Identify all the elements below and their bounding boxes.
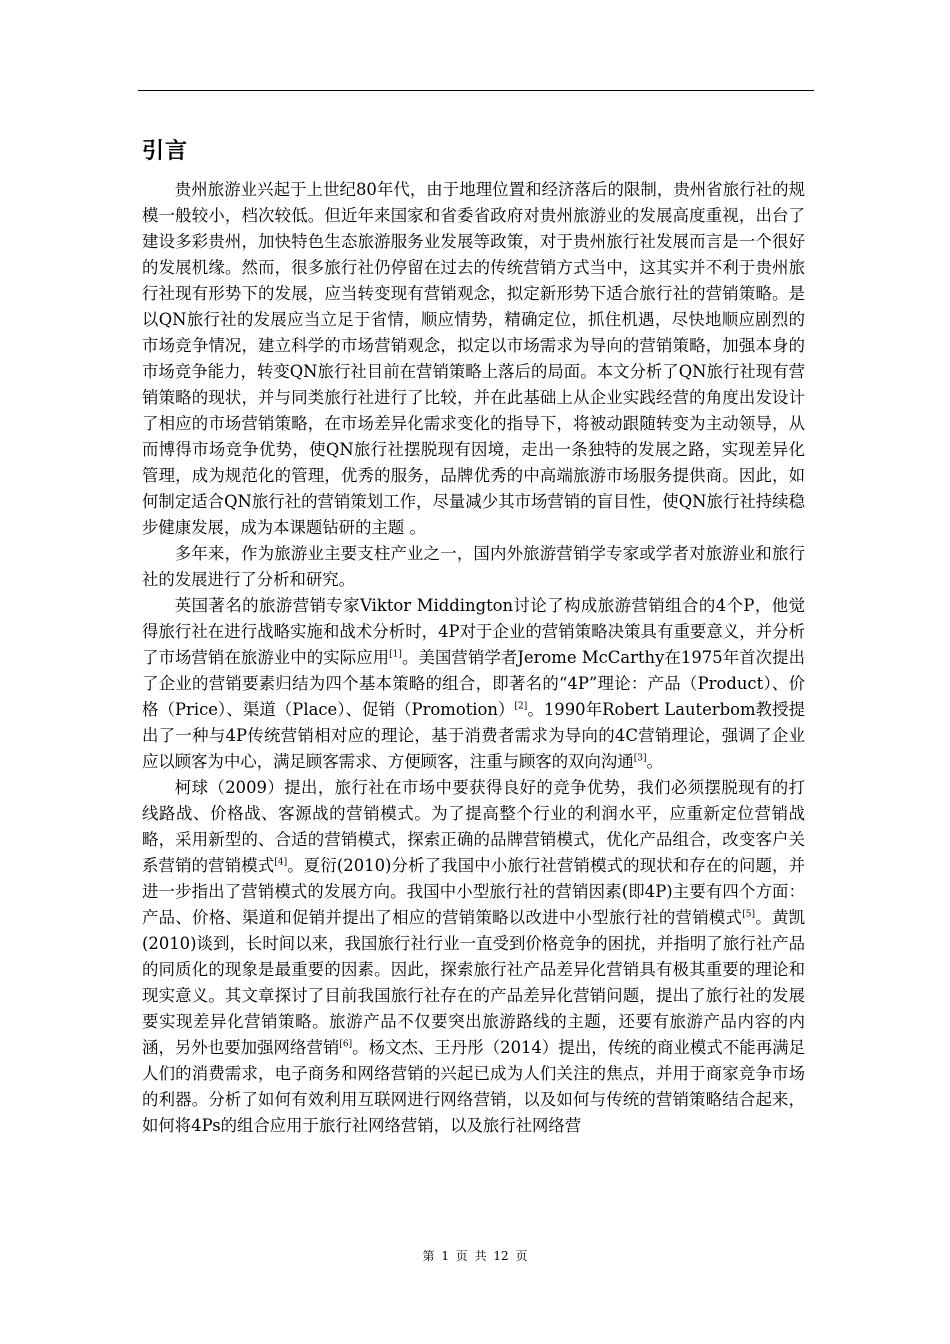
paragraph-3: [142, 593, 805, 775]
paragraph-text: 。美国营销学者Jerome McCarthy在1975年首次提出了企业的营销要素归结为四个基本策略的组合，即著名的“4P”理论：产品（Product）、价格（Price）、渠道（Place）、促销（Promotion）: [142, 648, 806, 719]
paragraph-text: 。杨文杰、王丹彤（2014）提出，传统的商业模式不能再满足人们的消费需求，电子商务和网络营销的兴起已成为人们关注的焦点，并用于商家竞争市场的利器。分析了如何有效利用互联网进行网络营销，以及如何与传统的营销策略结合起来，如何将4Ps的组合应用于旅行社网络营销，以及旅行社网络营: [142, 1038, 805, 1135]
paragraph-text: 柯球（2009）提出，旅行社在市场中要获得良好的竞争优势，我们必须摆脱现有的打线路战、价格战、客源战的营销模式。为了提高整个行业的利润水平，应重新定位营销战略，采用新型的、合适的营销模式，探索正确的品牌营销模式，优化产品组合，改变客户关系营销的营销模式: [142, 778, 805, 875]
page-footer: 第 1 页 共 12 页: [422, 1249, 528, 1263]
citation-ref: [6]: [339, 1039, 353, 1050]
paragraph-2: [142, 541, 805, 593]
citation-ref: [4]: [274, 857, 288, 868]
citation-ref: [5]: [742, 909, 755, 920]
paragraph-text: 。: [646, 752, 663, 771]
paragraph-text: 。1990年Robert Lauterbom教授提出了一种与4P传统营销相对应的理论，基于消费者需求为导向的4C营销理论，强调了企业应以顾客为中心，满足顾客需求、方便顾客，注重与顾客的双向沟通: [142, 700, 806, 771]
paragraph-text: 。夏衍(2010)分析了我国中小旅行社营销模式的现状和存在的问题，并进一步指出了营销模式的发展方向。我国中小型旅行社的营销因素(即4P)主要有四个方面：产品、价格、渠道和促销并提出了相应的营销策略以改进中小型旅行社的营销模式: [142, 856, 805, 927]
body-text: [142, 177, 805, 1139]
paragraph-text: 多年来，作为旅游业主要支柱产业之一，国内外旅游营销学专家或学者对旅游业和旅行社的发展进行了分析和研究。: [142, 544, 805, 589]
citation-ref: [1]: [389, 649, 402, 660]
paragraph-1: [142, 177, 805, 541]
paragraph-text: 。黄凯(2010)谈到，长时间以来，我国旅行社行业一直受到价格竞争的困扰，并指明了旅行社产品的同质化的现象是最重要的因素。因此，探索旅行社产品差异化营销具有极其重要的理论和现实意义。其文章探讨了目前我国旅行社存在的产品差异化营销问题，提出了旅行社的发展要实现差异化营销策略。旅游产品不仅要突出旅游路线的主题，还要有旅游产品内容的内涵，另外也要加强网络营销: [142, 908, 806, 1057]
paragraph-4: [142, 775, 805, 1139]
paragraph-text: 贵州旅游业兴起于上世纪80年代，由于地理位置和经济落后的限制，贵州省旅行社的规模一般较小，档次较低。但近年来国家和省委省政府对贵州旅游业的发展高度重视，出台了建设多彩贵州，加快特色生态旅游服务业发展等政策，对于贵州旅行社发展而言是一个很好的发展机缘。然而，很多旅行社仍停留在过去的传统营销方式当中，这其实并不利于贵州旅行社现有形势下的发展，应当转变现有营销观念，拟定新形势下适合旅行社的营销策略。是以QN旅行社的发展应当立足于省情，顺应情势，精确定位，抓住机遇，尽快地顺应剧烈的市场竞争情况，建立科学的市场营销观念，拟定以市场需求为导向的营销策略，加强本身的市场竞争能力，转变QN旅行社目前在营销策略上落后的局面。本文分析了QN旅行社现有营销策略的现状，并与同类旅行社进行了比较，并在此基础上从企业实践经营的角度出发设计了相应的市场营销策略，在市场差异化需求变化的指导下，将被动跟随转变为主动领导，从而博得市场竞争优势，使QN旅行社摆脱现有因境，走出一条独特的发展之路，实现差异化管理，成为规范化的管理，优秀的服务，品牌优秀的中高端旅游市场服务提供商。因此，如何制定适合QN旅行社的营销策划工作，尽量减少其市场营销的盲目性，使QN旅行社持续稳步健康发展，成为本课题钻研的主题 。: [142, 180, 805, 537]
section-title: 引言: [142, 139, 189, 164]
citation-ref: [3]: [633, 753, 647, 764]
header-rule: [138, 90, 814, 91]
paragraph-text: 英国著名的旅游营销专家Viktor Middington讨论了构成旅游营销组合的4个P，他觉得旅行社在进行战略实施和战术分析时，4P对于企业的营销策略决策具有重要意义，并分析了市场营销在旅游业中的实际应用: [142, 596, 805, 667]
citation-ref: [2]: [514, 701, 528, 712]
